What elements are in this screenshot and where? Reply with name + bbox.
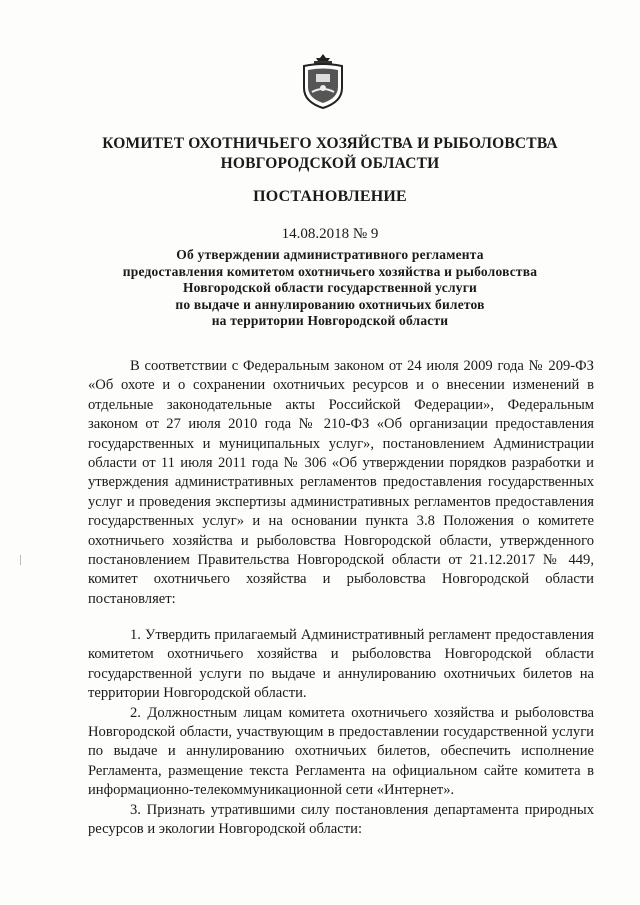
document-type: ПОСТАНОВЛЕНИЕ <box>253 188 407 205</box>
title-line: на территории Новгородской области <box>211 313 449 328</box>
title-line: предоставления комитетом охотничьего хозяйства и рыболовства <box>122 263 538 279</box>
preamble-block <box>88 357 594 609</box>
document-title <box>60 247 600 330</box>
organization-name <box>60 134 600 174</box>
title-line: по выдаче и аннулированию охотничьих билетов <box>175 296 485 312</box>
scan-mark <box>20 555 21 565</box>
org-line-1: КОМИТЕТ ОХОТНИЧЬЕГО ХОЗЯЙСТВА И РЫБОЛОВСТВА <box>102 135 558 152</box>
preamble-paragraph: В соответствии с Федеральным законом от 24 июля 2009 года № 209-ФЗ «Об охоте и о сохранении охотничьих ресурсов и о внесении изменений в отдельные законодательные акты Российской Федерации», Федеральным законом от 27 июля 2010 года № 210-ФЗ «Об организации предоставления государственных и муниципальных услуг», постановлением Администрации области от 11 июля 2011 года № 306 «Об утверждении порядков разработки и утверждения административных регламентов предоставления государственных услуг и проведения экспертизы административных регламентов предоставления государственных услуг» и на основании пункта 3.8 Положения о комитете охотничьего хозяйства и рыболовства Новгородской области, утвержденного постановлением Правительства Новгородской области от 21.12.2017 № 449, комитет охотничьего хозяйства и рыболовства Новгородской области постановляет: <box>88 358 594 607</box>
org-line-2: НОВГОРОДСКОЙ ОБЛАСТИ <box>220 155 440 172</box>
coat-of-arms-icon <box>300 52 346 110</box>
resolution-item-2: 2. Должностным лицам комитета охотничьего хозяйства и рыболовства Новгородской области, участвующим в предоставлении государственной услуги по выдаче и аннулированию охотничьих билетов, обеспечить исполнение Регламента, размещение текста Регламента на официальном сайте комитета в информационно-телекоммуникационной сети «Интернет». <box>88 704 594 799</box>
title-line: Новгородской области государственной услуги <box>182 280 478 295</box>
resolution-item-1: 1. Утвердить прилагаемый Административный регламент предоставления комитетом охотничьего хозяйства и рыболовства Новгородской области государственной услуги по выдаче и аннулированию охотничьих билетов на территории Новгородской области. <box>88 627 594 702</box>
date-number: 14.08.2018 № 9 <box>281 226 379 242</box>
title-line: Об утверждении административного регламента <box>176 247 484 262</box>
resolution-item-3: 3. Признать утратившими силу постановления департамента природных ресурсов и экологии Новгородской области: <box>88 801 594 838</box>
resolution-items <box>88 626 594 839</box>
